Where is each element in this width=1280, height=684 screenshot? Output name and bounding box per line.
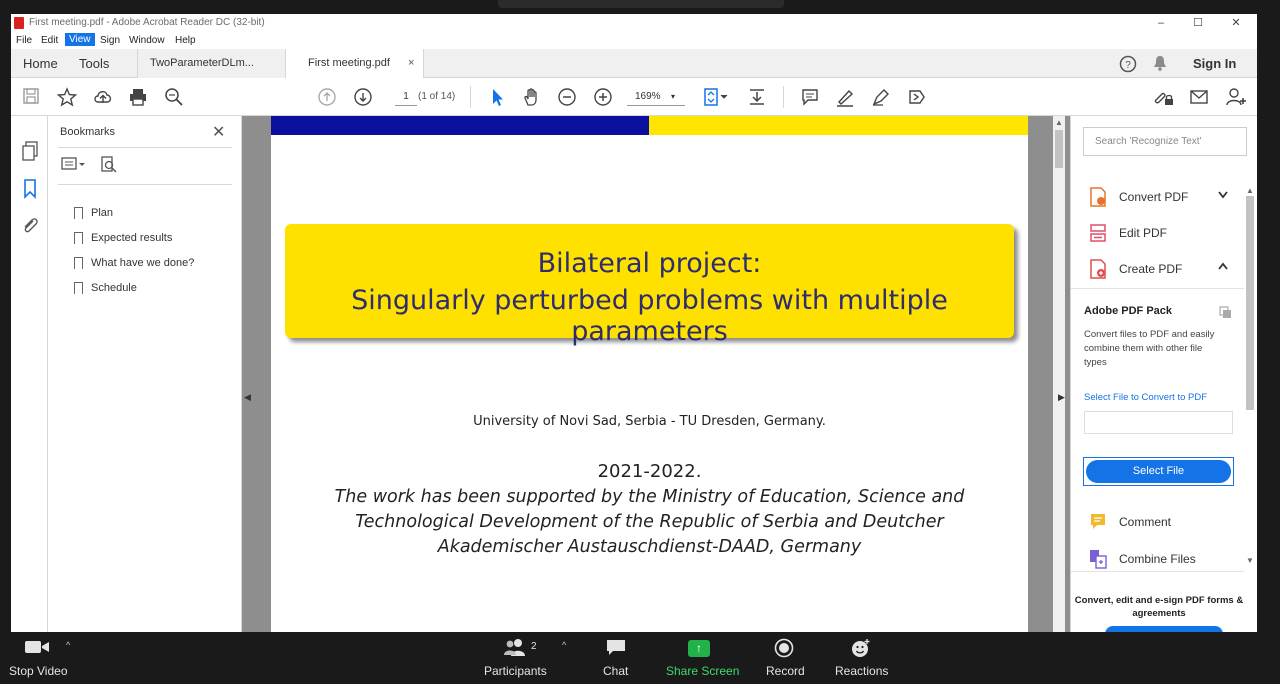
participants-count: 2 [531, 641, 537, 652]
chevron-up-icon[interactable]: ^ [66, 640, 71, 650]
toolbar-divider [470, 86, 471, 108]
search-tools-input[interactable]: Search 'Recognize Text' [1083, 127, 1247, 156]
highlight-pen-icon[interactable] [835, 87, 855, 107]
toolbar-divider [783, 86, 784, 108]
record-icon [774, 638, 794, 658]
bookmark-label: Plan [91, 207, 114, 219]
bookmarks-panel [48, 116, 242, 632]
zoom-top-strip [0, 0, 1280, 14]
create-pdf-icon [1089, 259, 1107, 279]
main-toolbar [11, 78, 1257, 116]
doc-tab-twoparameter[interactable] [137, 49, 286, 78]
window-title: First meeting.pdf - Adobe Acrobat Reader DC (32-bit) [29, 17, 265, 28]
doc-tab-first-meeting[interactable] [286, 49, 424, 78]
menu-bar [11, 32, 1257, 49]
minimize-button[interactable]: – [1157, 17, 1165, 29]
tool-label: Combine Files [1119, 552, 1196, 566]
collapse-left-panel-icon[interactable]: ◀ [244, 392, 251, 402]
pdf-pack-title: Adobe PDF Pack [1084, 305, 1173, 317]
search-icon[interactable] [164, 87, 184, 107]
link-lock-icon[interactable] [1153, 87, 1173, 107]
attachment-icon[interactable] [20, 216, 40, 236]
print-icon[interactable] [128, 87, 148, 107]
year-text: 2021-2022. [597, 461, 702, 482]
reactions-button[interactable] [830, 632, 892, 684]
affiliation-text: University of Novi Sad, Serbia - TU Dresden, Germany. [473, 414, 826, 429]
page-thumbnails-icon[interactable] [20, 141, 40, 161]
acrobat-app-icon [14, 17, 24, 29]
bookmark-label: What have we done? [91, 257, 195, 269]
zoom-level-value: 169% [635, 91, 661, 102]
scroll-up-icon[interactable]: ▲ [1246, 186, 1254, 195]
header-band-blue [271, 116, 649, 135]
participants-button[interactable] [478, 632, 578, 684]
add-user-icon[interactable] [1225, 87, 1245, 107]
select-file-label: Select File to Convert to PDF [1084, 392, 1208, 403]
close-tab-icon[interactable]: × [408, 57, 415, 69]
zoom-level-select[interactable] [627, 88, 685, 106]
tab-bar [11, 49, 1257, 78]
bookmark-label: Schedule [91, 282, 137, 294]
support-line: Akademischer Austauschdienst-DAAD, Germany [437, 537, 862, 557]
edit-pdf-icon [1089, 223, 1107, 243]
select-cursor-icon[interactable] [487, 87, 507, 107]
sign-pen-icon[interactable] [871, 87, 891, 107]
tab-tools[interactable]: Tools [79, 56, 110, 71]
comment-icon[interactable] [800, 87, 820, 107]
bookmark-icon [74, 207, 83, 219]
tab-home[interactable]: Home [23, 56, 58, 71]
slide-title-line1: Bilateral project: [537, 248, 762, 279]
navigation-rail [11, 116, 48, 632]
promo-text: Convert, edit and e-sign PDF forms & agreements [1074, 595, 1244, 619]
convert-pdf-icon [1089, 187, 1107, 207]
divider [58, 147, 232, 148]
scroll-down-icon[interactable]: ▼ [1246, 556, 1254, 565]
star-icon[interactable] [57, 87, 77, 107]
bookmark-label: Expected results [91, 232, 173, 244]
bookmark-options-icon[interactable] [61, 156, 87, 175]
close-window-button[interactable]: ✕ [1231, 17, 1241, 29]
file-input-field[interactable] [1084, 411, 1233, 434]
doc-tab-label: First meeting.pdf [308, 57, 390, 69]
scrollbar-thumb[interactable] [1246, 196, 1254, 410]
scrollbar-thumb[interactable] [1055, 130, 1063, 168]
support-line: Technological Development of the Republic of Serbia and Deutcher [355, 512, 944, 532]
menu-sign[interactable]: Sign [100, 35, 121, 46]
menu-file[interactable]: File [16, 35, 33, 46]
zoom-share-indicator [498, 0, 784, 8]
zoom-out-icon[interactable] [557, 87, 577, 107]
tool-label: Comment [1119, 515, 1172, 529]
pdf-pack-description: Convert files to PDF and easily combine them with other file types [1084, 329, 1215, 368]
zoom-in-icon[interactable] [593, 87, 613, 107]
tool-label: Convert PDF [1119, 190, 1189, 204]
header-band-yellow [649, 116, 1028, 135]
bookmark-icon [74, 257, 83, 269]
bookmark-icon [74, 282, 83, 294]
pdf-page [271, 116, 1028, 632]
cloud-upload-icon[interactable] [93, 87, 113, 107]
title-bar [11, 14, 1257, 32]
maximize-button[interactable]: ☐ [1193, 17, 1203, 29]
share-screen-label: Share Screen [666, 664, 740, 678]
fit-page-icon[interactable] [703, 87, 723, 107]
chat-bubble-icon [605, 638, 627, 658]
support-line: The work has been supported by the Ministry of Education, Science and [334, 487, 965, 507]
combine-files-icon [1089, 549, 1107, 569]
previous-page-icon[interactable] [317, 87, 337, 107]
email-icon[interactable] [1189, 87, 1209, 107]
page-count: (1 of 14) [418, 91, 456, 102]
select-file-button[interactable] [1083, 457, 1234, 486]
record-label: Record [766, 664, 805, 678]
smiley-icon [850, 638, 872, 658]
chat-label: Chat [603, 664, 629, 678]
find-bookmark-icon[interactable] [100, 156, 118, 177]
slide-title-box [285, 224, 1014, 347]
select-file-button-label: Select File [1086, 460, 1231, 483]
menu-edit[interactable]: Edit [41, 35, 59, 46]
chevron-down-icon[interactable] [1217, 189, 1229, 203]
support-text [271, 485, 1028, 560]
page-number-input[interactable]: 1 [395, 88, 417, 106]
doc-tab-label: TwoParameterDLm... [150, 57, 254, 69]
chevron-up-icon[interactable]: ^ [562, 640, 567, 650]
tool-label: Edit PDF [1119, 226, 1168, 240]
meeting-controls-bar [0, 632, 1280, 684]
save-icon[interactable] [21, 87, 41, 107]
video-camera-icon [24, 638, 50, 658]
hand-tool-icon[interactable] [522, 87, 542, 107]
share-arrow-icon: ↑ [688, 640, 710, 657]
participants-icon [503, 638, 527, 658]
chat-button[interactable] [596, 632, 636, 684]
participants-label: Participants [484, 664, 547, 678]
send-share-icon[interactable] [907, 87, 927, 107]
copy-icon[interactable] [1219, 306, 1233, 325]
menu-help[interactable]: Help [175, 35, 196, 46]
chevron-down-icon: ▾ [671, 92, 676, 101]
document-viewport[interactable] [242, 116, 1070, 632]
menu-window[interactable]: Window [129, 35, 165, 46]
comment-tool-icon [1089, 512, 1107, 532]
help-icon[interactable] [1119, 49, 1137, 78]
bookmarks-title: Bookmarks [60, 126, 116, 138]
bookmark-icon [74, 232, 83, 244]
stop-video-button[interactable] [0, 632, 80, 684]
bookmark-panel-icon[interactable] [20, 179, 40, 199]
chevron-up-icon[interactable] [1217, 261, 1229, 275]
divider [58, 184, 232, 185]
close-icon[interactable]: ✕ [212, 124, 226, 141]
scroll-up-icon[interactable]: ▲ [1055, 118, 1063, 127]
reactions-label: Reactions [835, 664, 889, 678]
divider [1071, 571, 1244, 572]
sign-in-button[interactable]: Sign In [1193, 56, 1237, 71]
stop-video-label: Stop Video [9, 664, 68, 678]
svg-text:?: ? [1125, 60, 1131, 71]
document-scrollbar[interactable] [1053, 116, 1065, 632]
divider [1071, 288, 1244, 289]
acrobat-window [11, 14, 1257, 632]
slide-title-line2: Singularly perturbed problems with multiple parameters [351, 285, 948, 347]
tools-pane-scrollbar[interactable] [1244, 186, 1256, 632]
tools-pane [1070, 116, 1257, 632]
bell-icon[interactable] [1153, 49, 1167, 78]
record-button[interactable] [758, 632, 810, 684]
expand-right-panel-icon[interactable]: ▶ [1058, 392, 1065, 402]
next-page-icon[interactable] [353, 87, 373, 107]
scroll-mode-icon[interactable] [747, 87, 767, 107]
tool-label: Create PDF [1119, 262, 1183, 276]
menu-view[interactable]: View [65, 33, 95, 46]
